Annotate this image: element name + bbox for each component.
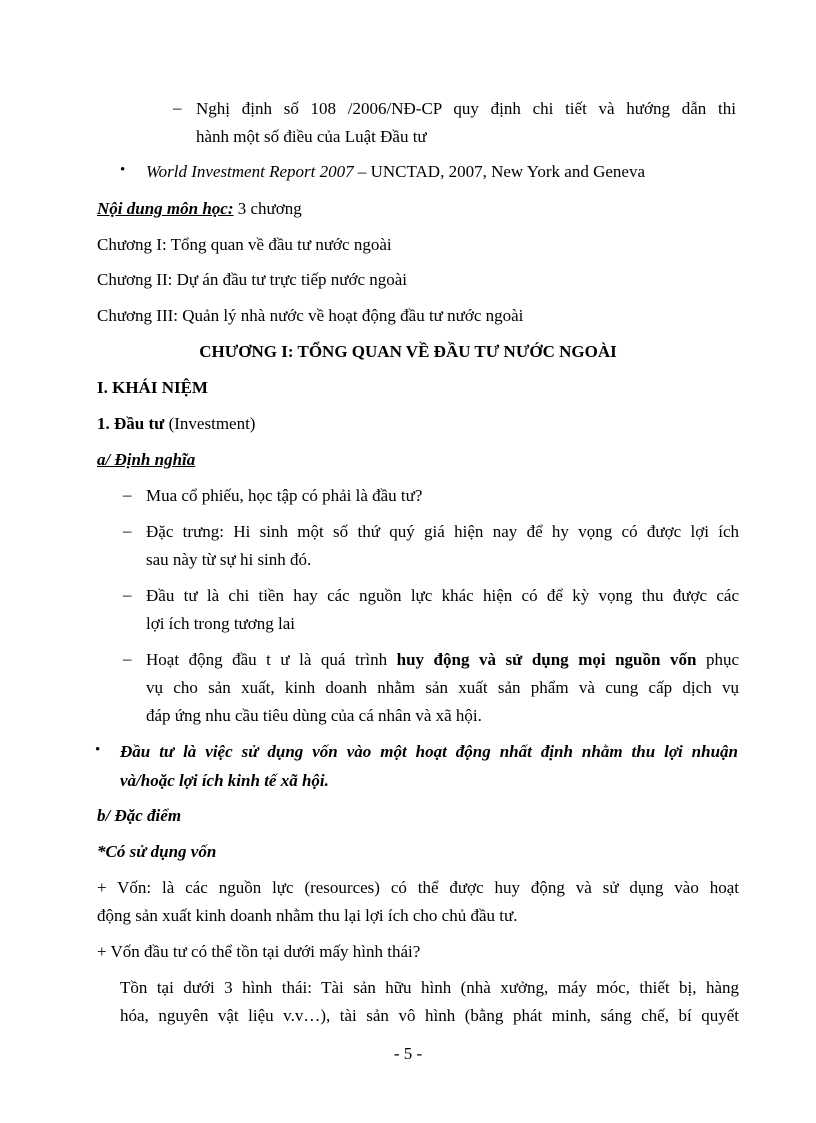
page-number: - 5 - [393,1044,423,1063]
bullet-marker: • [120,162,126,178]
chapter-list-item: Chương I: Tổng quan về đầu tư nước ngoài [97,235,392,254]
definition-item [146,649,739,671]
chapter-heading: CHƯƠNG I: TỔNG QUAN VỀ ĐẦU TƯ NƯỚC NGOÀI [199,342,617,361]
chapter-list-item: Chương II: Dự án đầu tư trực tiếp nước ngoài [97,270,408,289]
dash-marker: – [173,98,182,117]
course-content [97,198,302,220]
definition-item: Đặc trưng: Hi sinh một số thứ quý giá hiện nay để hy vọng có được lợi ích [146,522,739,541]
reference-decree-line-2: hành một số điều của Luật Đầu tư [196,127,427,146]
subsection-heading [97,413,255,435]
bullet-marker: • [95,742,101,758]
course-content-label: Nội dung môn học: [97,199,234,218]
section-heading: I. KHÁI NIỆM [97,378,208,397]
subsection-heading-title: 1. Đầu tư [97,414,165,433]
dash-marker: – [123,585,132,604]
capital-definition-line-1: + Vốn: là các nguồn lực (resources) có thể được huy động và sử dụng vào hoạt [97,878,739,897]
subsection-heading-english: (Investment) [164,414,256,433]
dash-marker: – [123,521,132,540]
reference-wir-publisher: – UNCTAD, 2007, New York and Geneva [353,162,645,181]
definition-item: Mua cổ phiếu, học tập có phải là đầu tư? [146,486,423,505]
dash-marker: – [123,485,132,504]
chapter-list-item: Chương III: Quản lý nhà nước về hoạt động đầu tư nước ngoài [97,306,524,325]
capital-question: + Vốn đầu tư có thể tồn tại dưới mấy hình thái? [97,942,421,961]
definition-item-text: Hoạt động đầu t ư là quá trình [146,650,397,669]
definition-item-continued: vụ cho sản xuất, kinh doanh nhằm sản xuất sản phẩm và cung cấp dịch vụ [146,678,739,697]
definition-item-continued: lợi ích trong tương lai [146,614,296,633]
key-definition-line-1: Đầu tư là việc sử dụng vốn vào một hoạt động nhất định nhằm thu lợi nhuận [120,742,738,761]
capital-heading: *Có sử dụng vốn [97,842,217,861]
dash-marker: – [123,649,132,668]
capital-definition-line-2: động sản xuất kinh doanh nhằm thu lại lợi ích cho chủ đầu tư. [97,906,518,925]
definition-item-text: phục [696,650,740,669]
course-content-value: 3 chương [233,199,302,218]
definition-item-emphasis: huy động và sử dụng mọi nguồn vốn [396,650,697,669]
definition-item-continued: đáp ứng nhu cầu tiêu dùng của cá nhân và xã hội. [146,706,482,725]
definition-item: Đầu tư là chi tiền hay các nguồn lực khác hiện có để kỳ vọng thu được các [146,586,739,605]
definition-item-continued: sau này từ sự hi sinh đó. [146,550,312,569]
reference-wir-title: World Investment Report 2007 [146,162,354,181]
capital-forms-line-1: Tồn tại dưới 3 hình thái: Tài sản hữu hình (nhà xưởng, máy móc, thiết bị, hàng [120,978,739,997]
key-definition-line-2: và/hoặc lợi ích kinh tế xã hội. [120,771,329,790]
capital-forms-line-2: hóa, nguyên vật liệu v.v…), tài sản vô hình (bằng phát minh, sáng chế, bí quyết [120,1006,739,1025]
reference-wir [146,161,645,183]
definition-heading: a/ Định nghĩa [97,450,196,469]
characteristics-heading: b/ Đặc điểm [97,806,182,825]
reference-decree-line-1: Nghị định số 108 /2006/NĐ-CP quy định chi tiết và hướng dẫn thi [196,99,736,118]
